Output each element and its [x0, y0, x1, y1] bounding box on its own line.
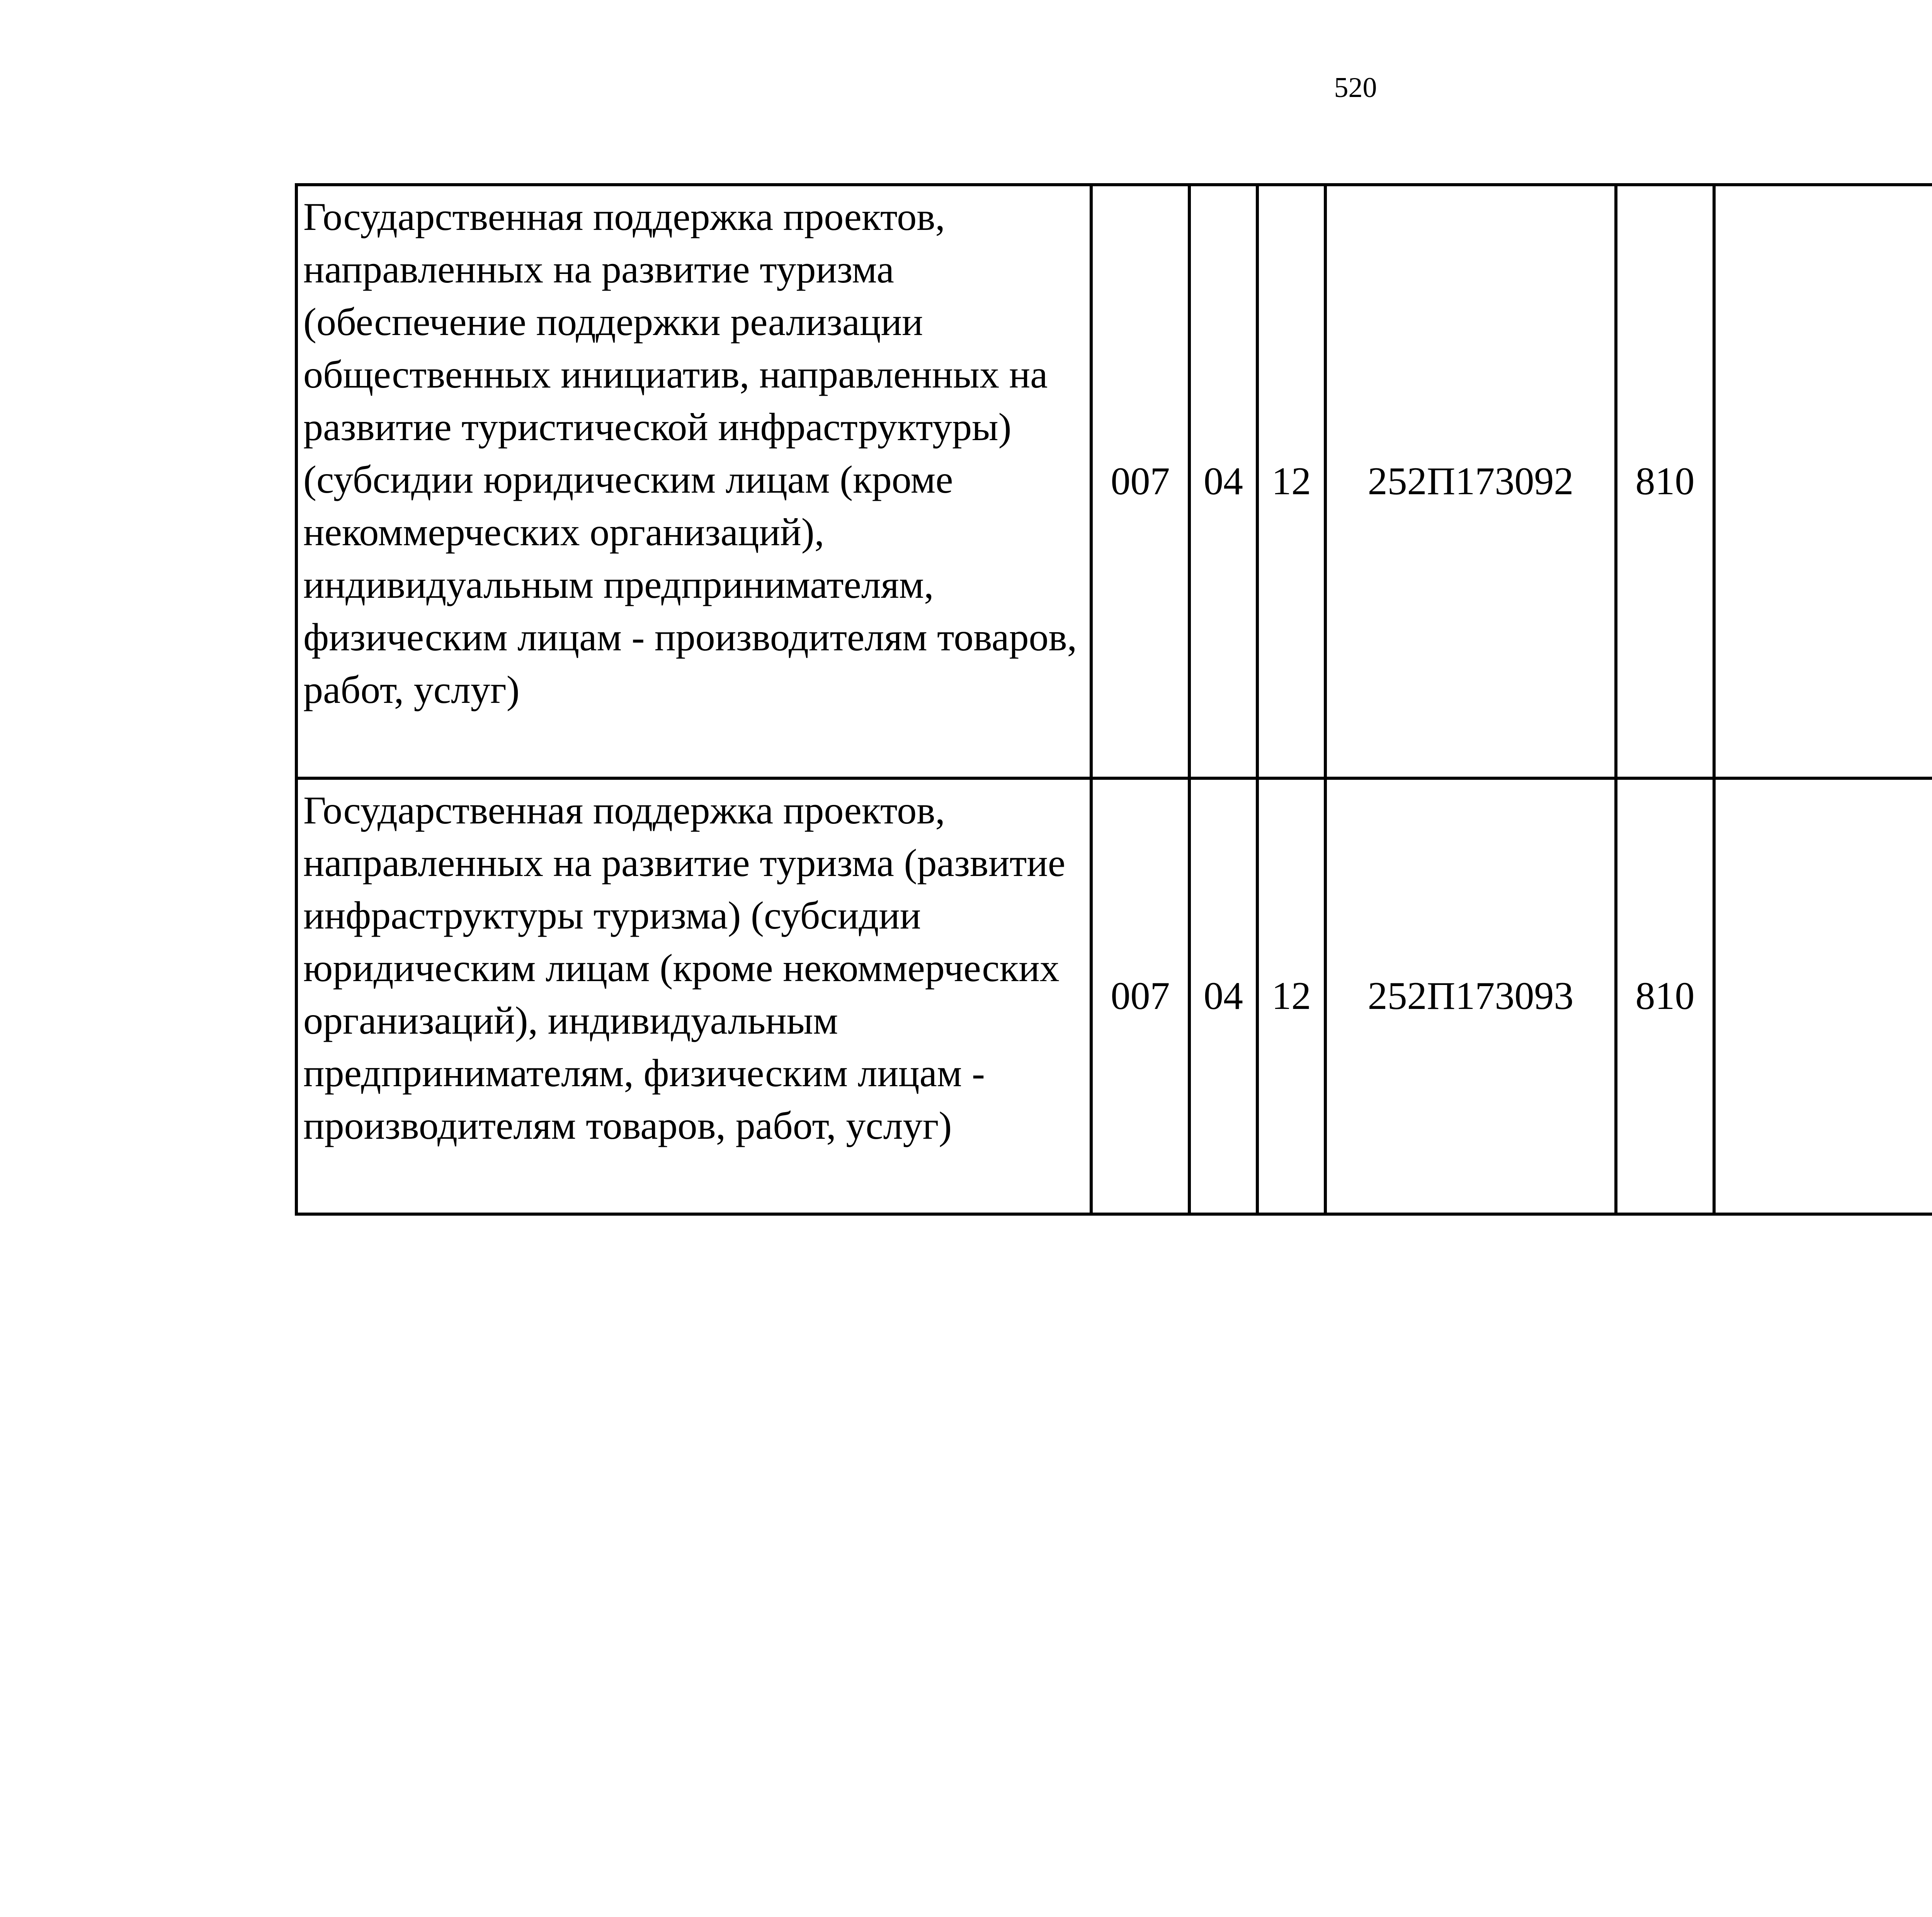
subsection-code-cell: 12	[1257, 778, 1325, 1214]
target-article-cell: 252П173093	[1325, 778, 1616, 1214]
row-description: Государственная поддержка проектов, направленных на развитие туризма (развитие инфраструктуры туризма) (субсидии юридическим лицам (кроме некоммерческих организаций), индивидуальным предпринимателям, физическим лицам - производителям товаров, работ, услуг)	[296, 778, 1091, 1214]
target-article-cell: 252П173092	[1325, 185, 1616, 778]
ministry-code-cell: 007	[1091, 778, 1189, 1214]
row-description: Государственная поддержка проектов, направленных на развитие туризма (обеспечение поддержки реализации общественных инициатив, направленных на развитие туристической инфраструктуры) (субсидии юридическим лицам (кроме некоммерческих организаций), индивидуальным предпринимателям, физическим лицам - производителям товаров, работ, услуг)	[296, 185, 1091, 778]
table-row	[296, 778, 1932, 1214]
page-number: 520	[1334, 72, 1377, 104]
section-code-cell: 04	[1189, 778, 1257, 1214]
expense-type-cell: 810	[1616, 185, 1714, 778]
amount-current-cell	[1714, 185, 1932, 778]
expense-type-cell: 810	[1616, 778, 1714, 1214]
subsection-code-cell: 12	[1257, 185, 1325, 778]
table-row	[296, 185, 1932, 778]
budget-table	[295, 183, 1932, 1216]
amount-current-cell	[1714, 778, 1932, 1214]
section-code-cell: 04	[1189, 185, 1257, 778]
ministry-code-cell: 007	[1091, 185, 1189, 778]
